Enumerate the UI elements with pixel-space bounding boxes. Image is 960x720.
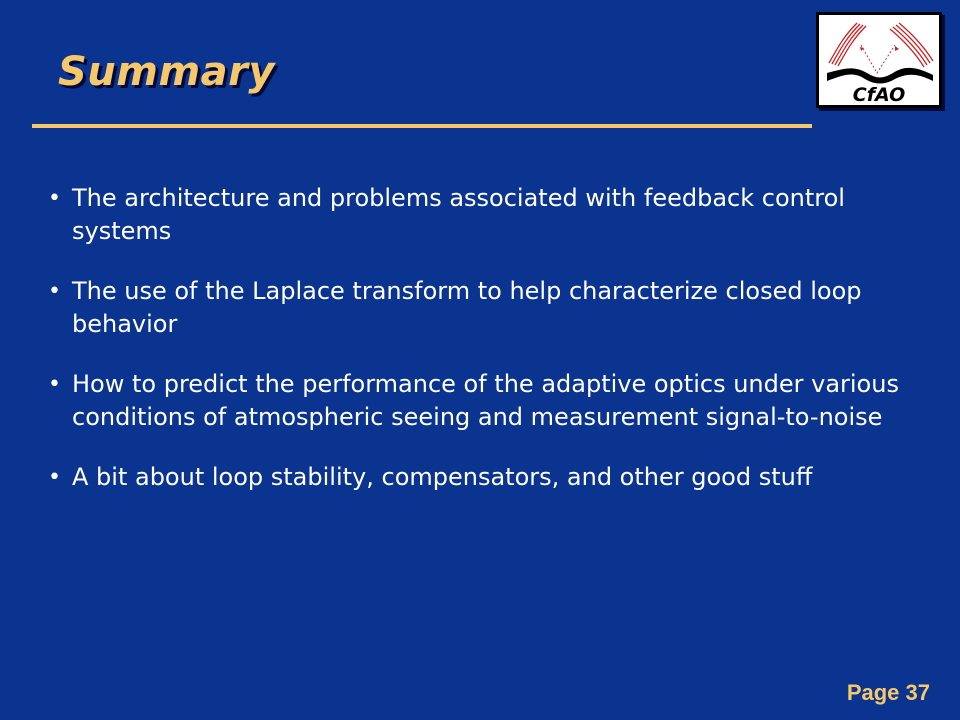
bullet-glyph: • xyxy=(48,465,61,490)
cfao-logo-icon xyxy=(819,15,939,105)
bullet-text-1: The architecture and problems associated with feedback control systems xyxy=(72,184,845,245)
bullet-item-3 xyxy=(44,368,904,434)
bullet-glyph: • xyxy=(48,279,61,304)
slide-title: Summary xyxy=(58,49,275,95)
bullet-glyph: • xyxy=(48,186,61,211)
bullet-text-2: The use of the Laplace transform to help characterize closed loop behavior xyxy=(72,277,862,338)
page-number: Page 37 xyxy=(846,680,930,705)
cfao-logo-wordmark: CfAO xyxy=(852,84,906,105)
cfao-logo xyxy=(816,12,942,108)
bullet-item-2 xyxy=(44,275,904,341)
bullet-item-4 xyxy=(44,461,904,494)
bullet-text-3: How to predict the performance of the adaptive optics under various conditions of atmospheric seeing and measurement signal-to-noise xyxy=(72,370,899,431)
bullet-item-1 xyxy=(44,182,904,248)
bullet-glyph: • xyxy=(48,372,61,397)
title-underline xyxy=(32,124,812,128)
summary-bullet-list xyxy=(44,182,904,521)
bullet-text-4: A bit about loop stability, compensators, and other good stuff xyxy=(72,463,813,491)
